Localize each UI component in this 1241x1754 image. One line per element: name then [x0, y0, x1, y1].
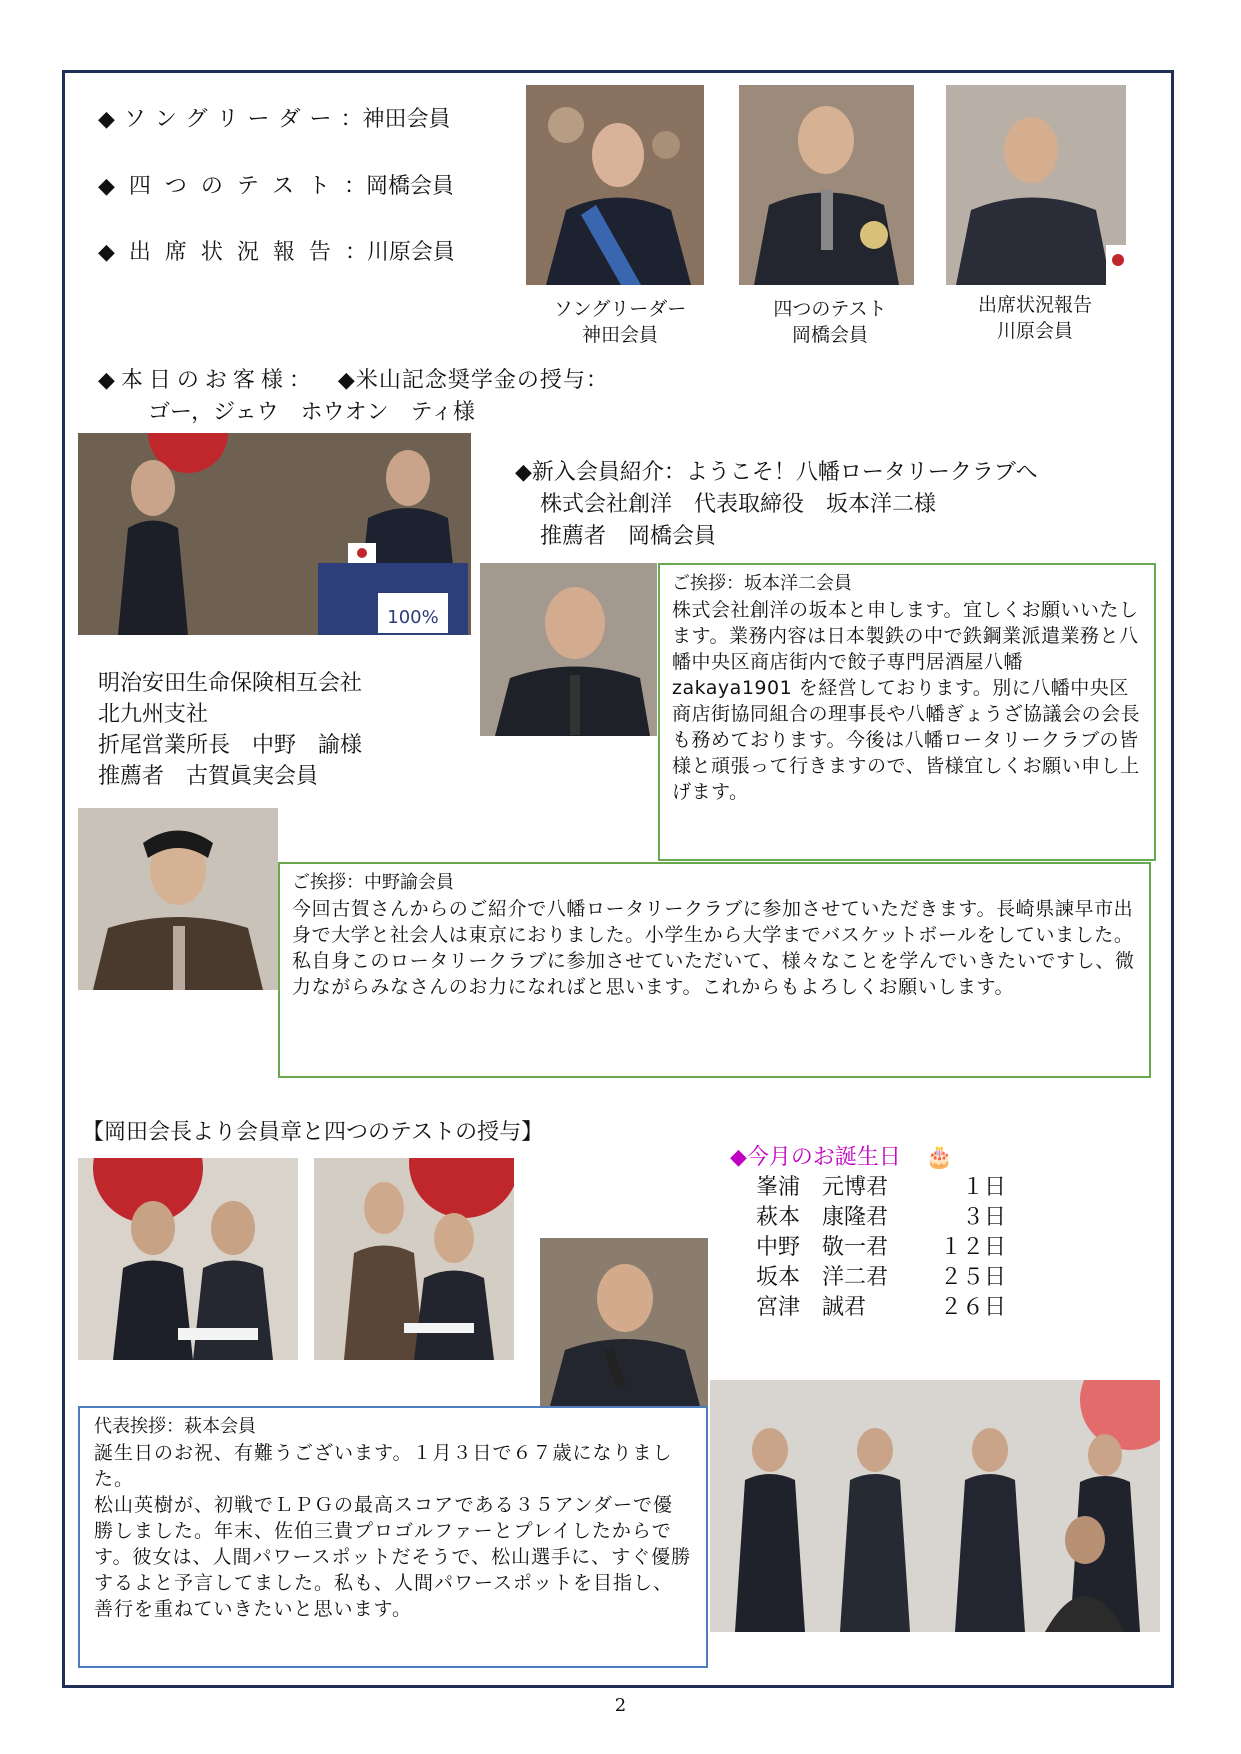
sakamoto-greeting-title: ご挨拶：坂本洋二会員 [672, 573, 852, 594]
nakano-intro: 明治安田生命保険相互会社 北九州支社 折尾営業所長 中野 諭様 推薦者 古賀眞実会員 [98, 671, 363, 789]
birthday-item: 宮津 誠君 ２６日 [756, 1295, 1006, 1320]
photo-nakano [78, 808, 278, 990]
new-member-heading: ◆新入会員紹介：ようこそ！八幡ロータリークラブへ [515, 460, 1038, 485]
role-attendance: ◆出席状況報告：川原会員 [98, 240, 455, 265]
nakano-greeting-body2: 私自身このロータリークラブに参加させていただいて、様々なことを学んでいきたいですし、微力ながらみなさんのお力になればと思います。これからもよろしくお願いします。 [292, 950, 1135, 998]
role-song-leader: ◆ソングリーダー：神田会員 [98, 107, 451, 132]
photo-award-1 [78, 1158, 298, 1360]
sakamoto-greeting-body: 株式会社創洋の坂本と申します。宜しくお願いいたします。業務内容は日本製鉄の中で鉄鋼業派遣業務と八幡中央区商店街内で餃子専門居酒屋八幡zakaya1901 を経営しております。別に八幡中央区商店街協同組合の理事長や八幡ぎょうざ協議会の会長も務めております。今後は八幡ロータリークラブの皆様と頑張って行きますので、皆様宜しくお願い申し上げます。 [672, 599, 1141, 803]
photo-birthday-group [710, 1380, 1160, 1632]
page-number: 2 [614, 1695, 627, 1716]
guest-name: ゴー，ジェウ ホウオン ティ様 [148, 400, 475, 425]
photo-sakamoto [480, 563, 657, 736]
role-four-way-test: ◆四つのテスト：岡橋会員 [98, 174, 455, 199]
photo-birthday-member [540, 1238, 708, 1406]
birthday-section [730, 1140, 1006, 1323]
caption-four-way-test: 四つのテスト 岡橋会員 [773, 298, 887, 346]
photo-song-leader [526, 85, 704, 285]
representative-greeting-box [78, 1406, 708, 1668]
new-member-line2: 推薦者 岡橋会員 [540, 524, 717, 549]
photo-four-way-test [739, 85, 914, 285]
award-heading: 【岡田会長より会員章と四つのテストの授与】 [82, 1120, 544, 1145]
birthday-item: 中野 敬一君 １２日 [756, 1235, 1006, 1260]
representative-greeting-title: 代表挨拶：萩本会員 [94, 1416, 256, 1437]
flag-text: 100% [387, 607, 439, 628]
new-member-line1: 株式会社創洋 代表取締役 坂本洋二様 [540, 492, 937, 517]
birthday-item: 峯浦 元博君 １日 [756, 1175, 1006, 1200]
birthday-title: ◆今月のお誕生日 🎂 [730, 1145, 954, 1170]
photo-award-2 [314, 1158, 514, 1360]
representative-greeting-body2: 松山英樹が、初戦でＬＰＧの最高スコアである３５アンダーで優勝しました。年末、佐伯三貴プロゴルファーとプレイしたからです。彼女は、人間パワースポットだそうで、松山選手に、すぐ優勝するよと予言してました。私も、人間パワースポットを目指し、善行を重ねていきたいと思います。 [94, 1494, 692, 1620]
birthday-item: 萩本 康隆君 ３日 [756, 1205, 1006, 1230]
sakamoto-greeting-box [658, 563, 1156, 861]
guest-heading: ◆本日のお客様： ◆米山記念奨学金の授与： [98, 368, 609, 393]
photo-attendance-report [946, 85, 1126, 285]
nakano-greeting-body: 今回古賀さんからのご紹介で八幡ロータリークラブに参加させていただきます。長崎県諫早市出身で大学と社会人は東京におりました。小学生から大学までバスケットボールをしていました。 [292, 898, 1134, 946]
caption-attendance: 出席状況報告 川原会員 [977, 294, 1092, 342]
nakano-greeting-box [278, 862, 1151, 1078]
cake-icon: 🎂 [925, 1145, 954, 1170]
representative-greeting-body: 誕生日のお祝、有難うございます。１月３日で６７歳になりました。 [94, 1442, 673, 1490]
caption-song-leader: ソングリーダー 神田会員 [553, 298, 687, 346]
nakano-greeting-title: ご挨拶：中野諭会員 [292, 872, 454, 893]
birthday-item: 坂本 洋二君 ２５日 [756, 1265, 1006, 1290]
photo-scholarship [78, 433, 471, 635]
